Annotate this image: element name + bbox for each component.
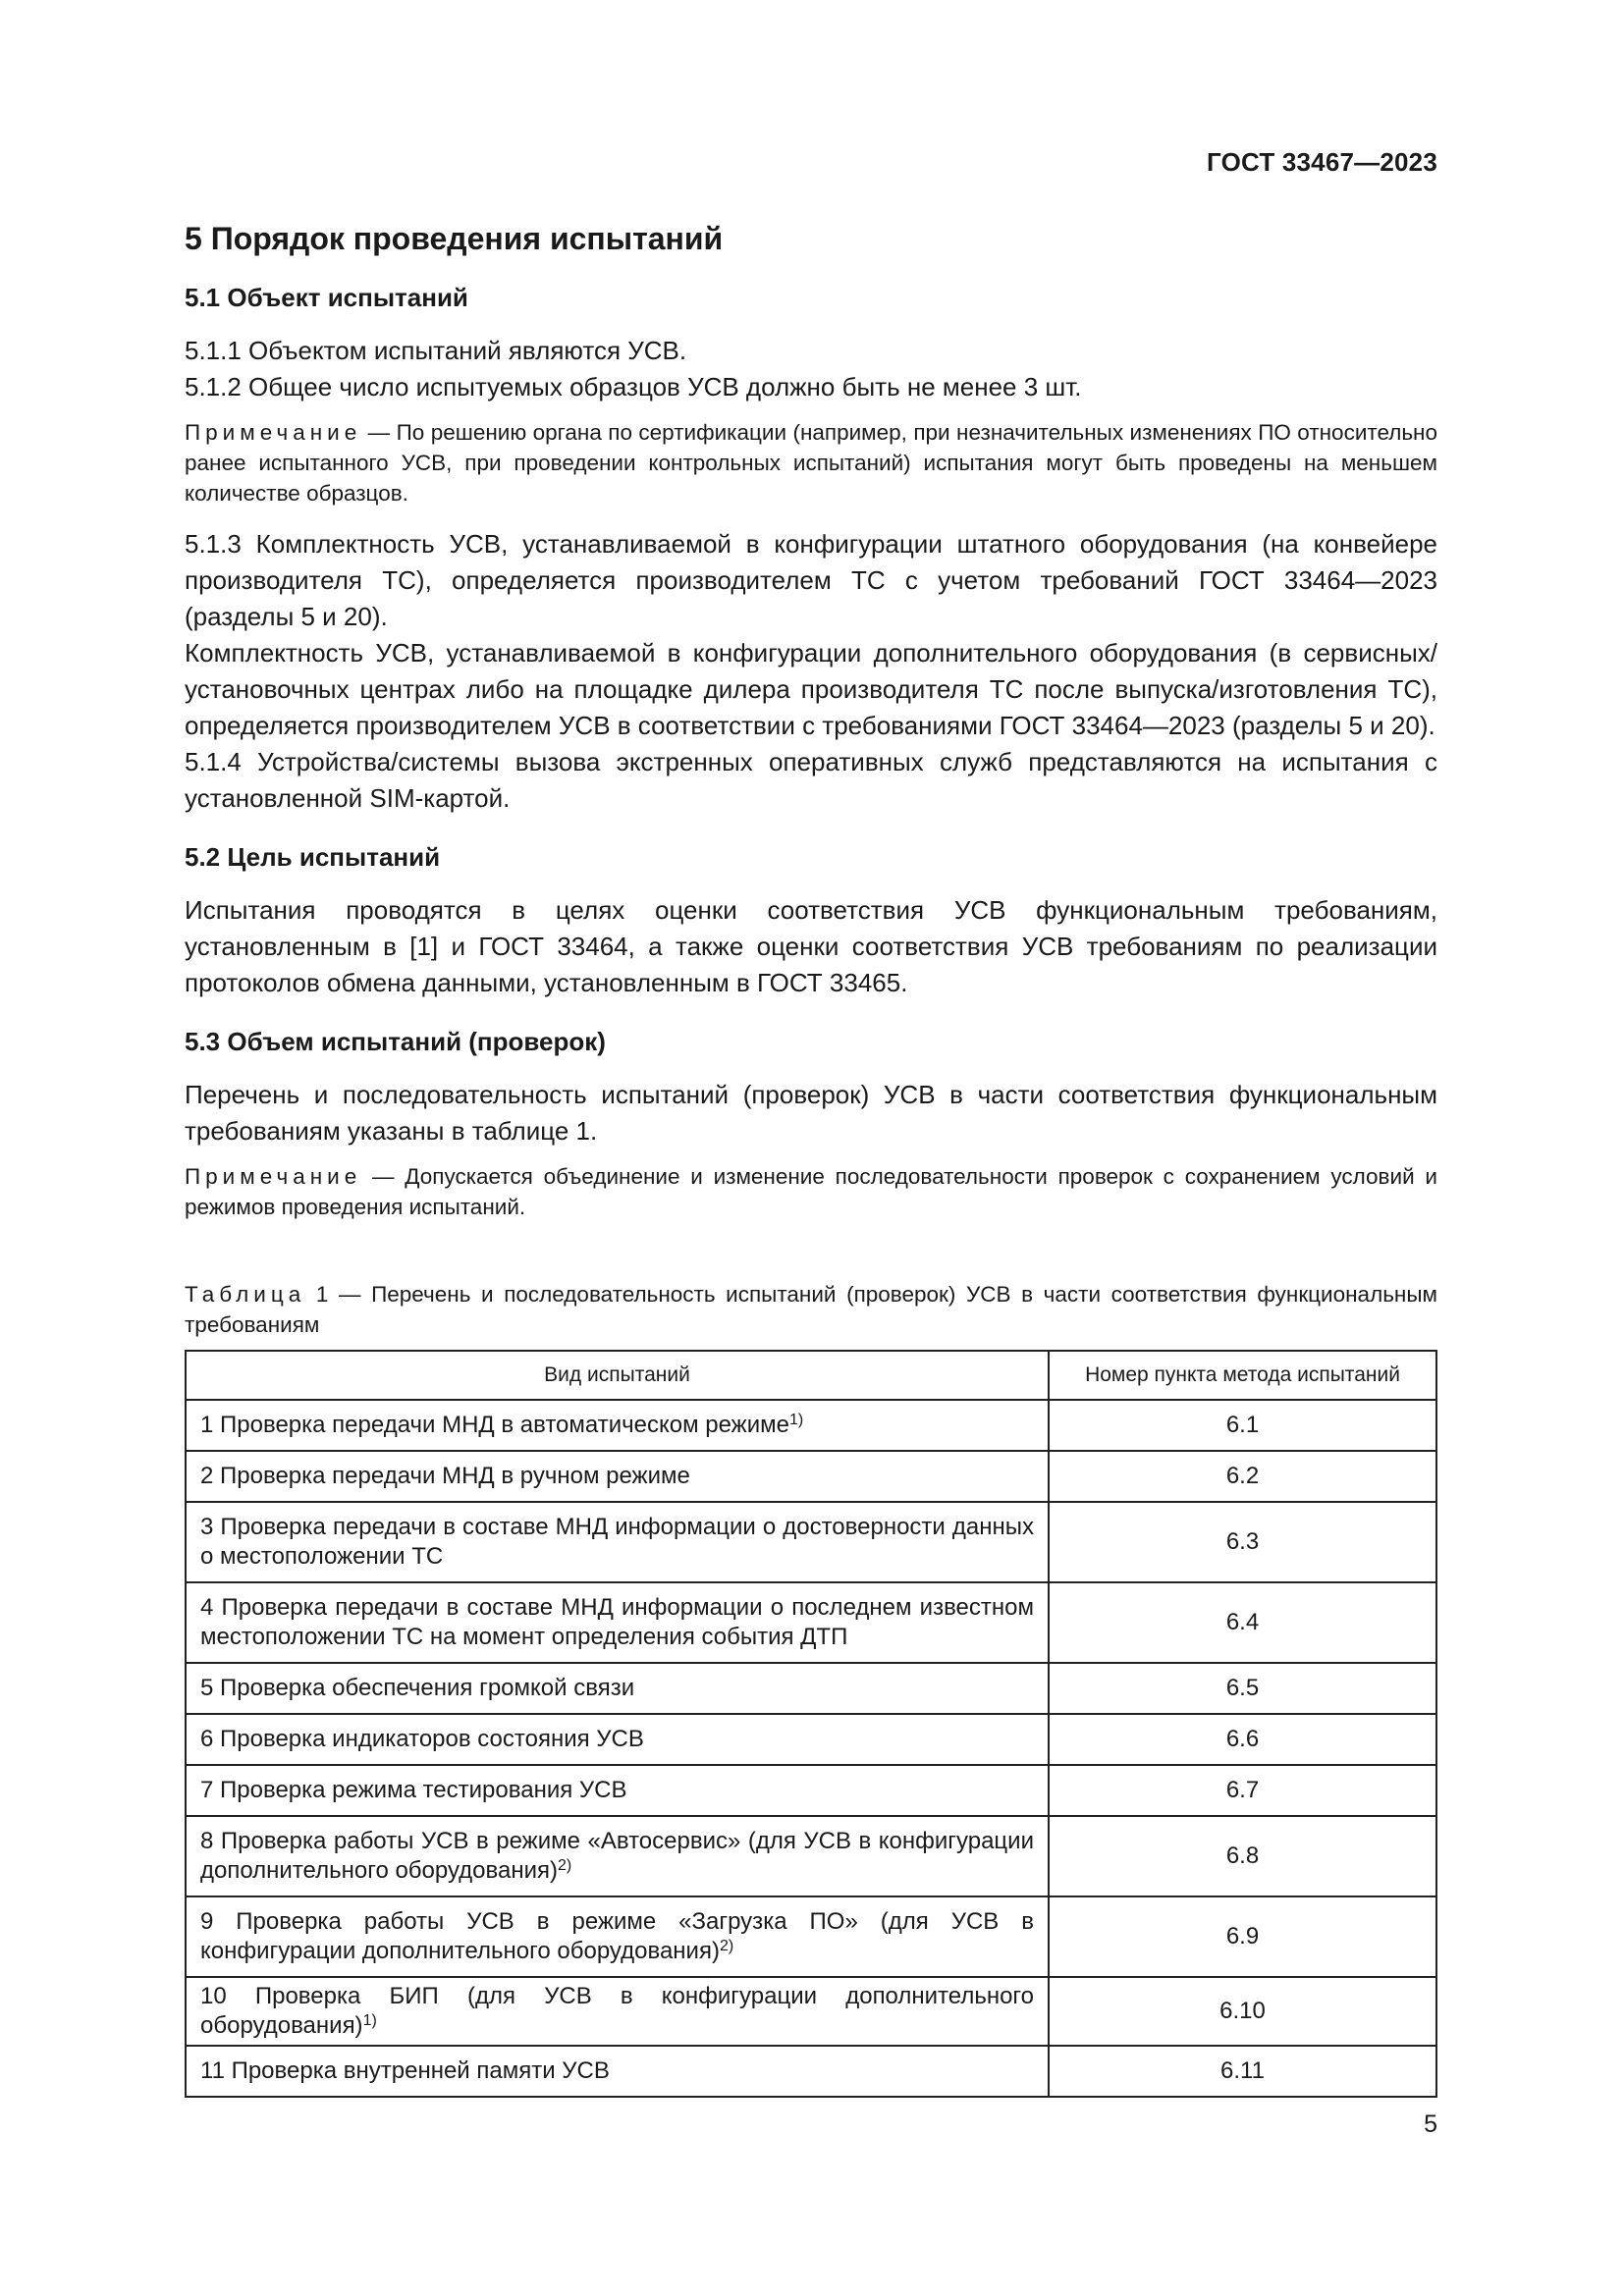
test-name-cell — [186, 1816, 1049, 1896]
method-clause-cell: 6.7 — [1049, 1765, 1436, 1816]
table-row — [186, 1400, 1436, 1451]
table-row — [186, 1663, 1436, 1714]
table-row — [186, 1714, 1436, 1765]
test-name-cell — [186, 1663, 1049, 1714]
test-name-cell — [186, 1765, 1049, 1816]
tests-table — [185, 1350, 1437, 2098]
test-name-cell — [186, 2046, 1049, 2097]
table-row — [186, 2046, 1436, 2097]
test-name: 9 Проверка работы УСВ в режиме «Загрузка ПО» (для УСВ в конфигурации дополнительного оборудования) — [200, 1908, 1034, 1964]
table-row — [186, 1451, 1436, 1502]
test-name-cell — [186, 1896, 1049, 1977]
subsection-title-5-3: 5.3 Объем испытаний (проверок) — [185, 1027, 606, 1056]
test-name-cell — [186, 1714, 1049, 1765]
footnote-ref: 2) — [558, 1857, 572, 1874]
footnote-ref: 1) — [362, 2012, 377, 2029]
test-name: 5 Проверка обеспечения громкой связи — [200, 1675, 635, 1701]
table-caption-text: 1 — Перечень и последовательность испытаний (проверок) УСВ в части соответствия функциональным требованиям — [185, 1282, 1437, 1337]
column-header-method-clause: Номер пункта метода испытаний — [1049, 1351, 1436, 1400]
page-content — [185, 221, 1437, 2098]
test-name: 1 Проверка передачи МНД в автоматическом режиме — [200, 1412, 789, 1438]
paragraph-5-1-3: 5.1.3 Комплектность УСВ, устанавливаемой в конфигурации штатного оборудования (на конвейере производителя ТС), определяется производителем ТС с учетом требований ГОСТ 33464—2023 (разделы 5 и 20). — [185, 529, 1437, 631]
test-name: 11 Проверка внутренней памяти УСВ — [200, 2057, 610, 2084]
test-name: 7 Проверка режима тестирования УСВ — [200, 1777, 627, 1803]
column-header-test-type: Вид испытаний — [186, 1351, 1049, 1400]
table-caption-label: Таблица — [185, 1282, 306, 1307]
note-5-1 — [185, 417, 1437, 508]
paragraph-5-1-1: 5.1.1 Объектом испытаний являются УСВ. — [185, 336, 687, 365]
footnote-ref: 2) — [719, 1938, 734, 1954]
table-row — [186, 1816, 1436, 1896]
test-name-cell — [186, 1977, 1049, 2046]
subsection-title-5-1: 5.1 Объект испытаний — [185, 283, 468, 312]
test-name: 10 Проверка БИП (для УСВ в конфигурации дополнительного оборудования) — [200, 1983, 1034, 2039]
table-row — [186, 1977, 1436, 2046]
test-name-cell — [186, 1400, 1049, 1451]
method-clause-cell: 6.8 — [1049, 1816, 1436, 1896]
subsection-title-5-2: 5.2 Цель испытаний — [185, 842, 441, 872]
method-clause-cell: 6.9 — [1049, 1896, 1436, 1977]
note-label: Примечание — [185, 1164, 362, 1189]
table-row — [186, 1502, 1436, 1582]
note-5-3 — [185, 1161, 1437, 1222]
table-row — [186, 1765, 1436, 1816]
section-title: 5 Порядок проведения испытаний — [185, 221, 724, 256]
test-name: 4 Проверка передачи в составе МНД информации о последнем известном местоположении ТС на момент определения события ДТП — [200, 1594, 1034, 1650]
test-name: 2 Проверка передачи МНД в ручном режиме — [200, 1463, 690, 1489]
table-caption — [185, 1279, 1437, 1340]
paragraph-5-2: Испытания проводятся в целях оценки соответствия УСВ функциональным требованиям, установленным в [1] и ГОСТ 33464, а также оценки соответствия УСВ требованиям по реализации протоколов обмена данными, установленным в ГОСТ 33465. — [185, 895, 1437, 997]
method-clause-cell: 6.1 — [1049, 1400, 1436, 1451]
method-clause-cell: 6.11 — [1049, 2046, 1436, 2097]
note-text: — Допускается объединение и изменение последовательности проверок с сохранением условий и режимов проведения испытаний. — [185, 1164, 1437, 1219]
test-name: 6 Проверка индикаторов состояния УСВ — [200, 1726, 644, 1752]
standard-header: ГОСТ 33467—2023 — [1207, 147, 1437, 177]
method-clause-cell: 6.6 — [1049, 1714, 1436, 1765]
table-header-row — [186, 1351, 1436, 1400]
paragraph-5-1-4: 5.1.4 Устройства/системы вызова экстренных оперативных служб представляются на испытания с установленной SIM-картой. — [185, 747, 1437, 813]
test-name-cell — [186, 1451, 1049, 1502]
table-row — [186, 1896, 1436, 1977]
page-number: 5 — [1424, 2110, 1437, 2138]
method-clause-cell: 6.10 — [1049, 1977, 1436, 2046]
test-name-cell — [186, 1502, 1049, 1582]
note-label: Примечание — [185, 420, 362, 445]
paragraph-5-1-2: 5.1.2 Общее число испытуемых образцов УСВ должно быть не менее 3 шт. — [185, 372, 1082, 401]
test-name: 8 Проверка работы УСВ в режиме «Автосервис» (для УСВ в конфигурации дополнительного оборудования) — [200, 1828, 1034, 1884]
note-text: — По решению органа по сертификации (например, при незначительных изменениях ПО относительно ранее испытанного УСВ, при проведении контрольных испытаний) испытания могут быть проведены на меньшем количестве образцов. — [185, 420, 1437, 506]
paragraph-5-1-3-cont: Комплектность УСВ, устанавливаемой в конфигурации дополнительного оборудования (в сервисных/установочных центрах либо на площадке дилера производителя ТС после выпуска/изготовления ТС), определяется производителем УСВ в соответствии с требованиями ГОСТ 33464—2023 (разделы 5 и 20). — [185, 638, 1437, 740]
method-clause-cell: 6.4 — [1049, 1582, 1436, 1663]
footnote-ref: 1) — [789, 1412, 804, 1428]
method-clause-cell: 6.2 — [1049, 1451, 1436, 1502]
test-name: 3 Проверка передачи в составе МНД информации о достоверности данных о местоположении ТС — [200, 1514, 1034, 1570]
paragraph-5-3: Перечень и последовательность испытаний (проверок) УСВ в части соответствия функциональным требованиям указаны в таблице 1. — [185, 1080, 1437, 1146]
method-clause-cell: 6.3 — [1049, 1502, 1436, 1582]
test-name-cell — [186, 1582, 1049, 1663]
method-clause-cell: 6.5 — [1049, 1663, 1436, 1714]
table-row — [186, 1582, 1436, 1663]
